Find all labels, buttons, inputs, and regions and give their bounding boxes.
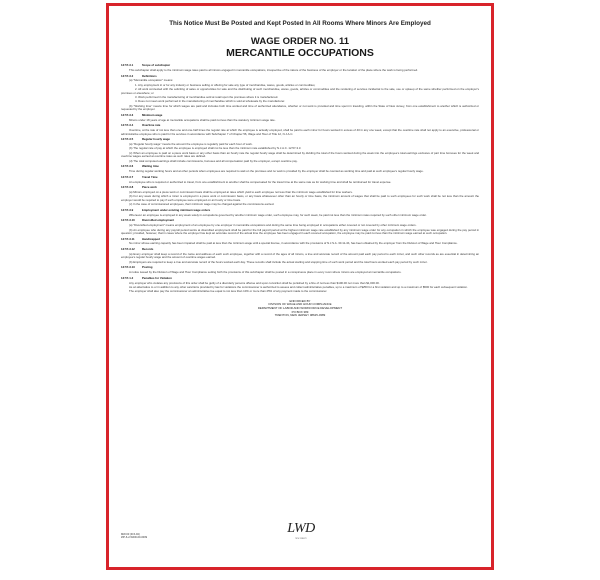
section-header — [121, 176, 479, 179]
form-code — [121, 533, 147, 539]
regulation-section — [121, 277, 479, 294]
section-heading: Scope of subchapter — [142, 63, 171, 67]
section-paragraph: (a) Minors employed on a piece work or commission basis shall be employed at rates which yield to each employee not less than the minimum wage established for time workers. — [129, 190, 353, 195]
section-paragraph: 4. Does not mean work performed in the manufacturing of merchandise which is sold at wholesale by the manufacturer. — [135, 99, 286, 104]
section-paragraph: 3. Work performed in the manufacturing of merchandise sold at retail upon the premises where it is manufactured. — [135, 94, 279, 99]
regulation-section — [121, 64, 479, 72]
section-paragraph: Minors under 18 years of age at mercantile occupations shall be paid not less than the statutory minimum wage rate. — [129, 117, 276, 122]
section-heading: Employment under existing minimum wage orders — [142, 207, 211, 212]
logo-mark: LWD — [287, 521, 315, 536]
section-number: 12:57-3.5 — [121, 137, 134, 142]
section-heading: Piece work — [142, 185, 157, 190]
form-code-line: ZIP-6-2-WDD-00-0009 — [121, 536, 148, 540]
posting-notice: This Notice Must Be Posted and Kept Posted In All Rooms Where Minors Are Employed — [169, 20, 431, 27]
regulation-section — [121, 219, 479, 235]
section-header — [121, 277, 479, 280]
agency-line: DIVISION OF WAGE AND HOUR COMPLIANCE — [268, 302, 332, 307]
section-paragraph: An employee who is required or authorized to travel, from one establishment to another shall be compensated for the travel time at the same rate as for working time and shall be reimbursed for travel expense. — [129, 179, 392, 184]
wage-order-poster — [106, 3, 494, 570]
form-code-line: MW-63 (R-5-94) — [121, 533, 140, 536]
section-header — [121, 266, 479, 269]
section-header — [121, 248, 479, 251]
page-title: MERCANTILE OCCUPATIONS — [226, 47, 374, 59]
regulation-section — [121, 124, 479, 136]
section-number: 12:57-3.10 — [121, 218, 135, 223]
section-paragraph: No minor whose earning capacity has been impaired shall be paid at less than the minimum wage until a special license, in accordance with the provisions of N.J.S.A. 34:11-4b, has been obtained by the employer from the Division of Wage and Hour Compliance. — [129, 241, 458, 246]
section-heading: Travel Time — [142, 174, 158, 179]
section-header — [121, 114, 479, 117]
regulation-section — [121, 238, 479, 246]
section-paragraph: A notice issued by the Division of Wage and Hour Compliance setting forth the provisions of this subchapter shall be posted in a conspicuous place in every room where minors are employed at mercantile occupations. — [129, 270, 402, 275]
section-paragraph: (a) "Diversified employment" means employment of an employee by one employer in mercantile occupations and during the same time being employed in occupations either covered or not covered by other minimum wage orders. — [129, 223, 417, 228]
section-paragraph: (b) For any week during which a minor is employed in a piece work or commission basis, or any basis whatsoever other than an hourly or time basis, the minimum amount of wages that shall be paid to such employees for such work shall be not less than the amount the employer would be required to pay if such employee were employed on an hourly or time basis. — [121, 194, 479, 202]
section-number: 12:57-3.4 — [121, 123, 134, 128]
lwd-logo — [286, 520, 316, 546]
section-header — [121, 165, 479, 168]
section-paragraph: (b) "Working time" means time for which wages are paid and includes both time worked and time of authorized attendance, whether or not work is provided and time spent in traveling, within the State of New Jersey, from one establishment to another which is authorized or requested by the employer. — [121, 103, 479, 112]
section-paragraph: 2. All work connected with the soliciting of sales or opportunities for sale and the distributing of such merchandise, wares, goods, articles or commodities and the rendering of services incidental to the sale, use or upkeep of the same whether performed on the employer's premises or elsewhere; or — [121, 87, 479, 95]
regulation-section — [121, 266, 479, 274]
section-paragraph: 1. Any employment in or for any industry or business selling or offering for sale any type of merchandise, wares, goods, articles or commodities; — [135, 82, 316, 87]
section-paragraph: Whenever an employee is employed in any week solely in occupations governed by another minimum wage order, such employee may, for such week, be paid not less than the minimum rates required by such other minimum wage order. — [129, 212, 427, 217]
section-paragraph: (a) "Mercantile occupation" means: — [129, 78, 174, 83]
section-heading: Overtime rate — [142, 123, 161, 128]
agency-line: PO BOX 389 — [291, 309, 309, 314]
regulation-section — [121, 114, 479, 122]
section-heading: Posting — [142, 265, 153, 270]
regulation-body — [121, 64, 479, 294]
section-number: 12:57-1.2 — [121, 275, 134, 280]
section-paragraph: Time during regular working hours and at other periods when employees are required to wait on the premises and no work is provided by the employer shall be counted as working time and paid at such employee's regular hourly wage. — [129, 169, 424, 174]
logo-subtext: NEW JERSEY — [295, 538, 307, 540]
section-number: 12:57-3.8 — [121, 185, 134, 190]
wage-order-number: WAGE ORDER NO. 11 — [250, 36, 350, 47]
section-number: 12:57-3.11 — [121, 236, 135, 241]
section-heading: Definitions — [142, 73, 157, 78]
regulation-section — [121, 176, 479, 184]
section-number: 12:57-3.2 — [121, 73, 134, 78]
enforcement-block — [121, 300, 479, 318]
section-number: 12:57-3.12 — [121, 247, 135, 251]
section-paragraph: (b) The regular rate of pay at which the employee is employed shall not be less than the minimum rate established by N.J.A.C. 12:57-3.3. — [129, 146, 302, 151]
section-heading: Penalties for Violation — [142, 275, 172, 280]
section-header — [121, 186, 479, 189]
section-paragraph: (c) When an employee is paid on a piece work basis or any other basis than an hourly rate the regular hourly wage shall be determined by dividing the total of the hours worked during the week into the employee's total earnings exclusive of part time bonuses for the week and overtime wages earned at overtime rates as such rates are defined. — [121, 150, 479, 159]
section-paragraph: As an alternative to or in addition to any other sanctions provided by law for violations the commissioner is authorized to assess and collect administrative penalties, up to a maximum of $250 for a first violation and up to a maximum of $500 for each subsequent violation. — [129, 285, 468, 290]
section-paragraph: The employer shall also pay the commissioner an administrative fee equal to not less than 10% or more than 25% of any payment made to the commissioner. — [129, 289, 328, 294]
section-heading: Handicapped — [142, 236, 160, 241]
regulation-section — [121, 209, 479, 217]
enforced-by-heading: ENFORCED BY — [289, 298, 311, 303]
agency-line: DEPARTMENT OF LABOR AND WORKFORCE DEVELOPMENT — [257, 306, 343, 311]
section-header — [121, 75, 479, 78]
regulation-section — [121, 186, 479, 207]
section-heading: Regular hourly wage — [142, 137, 170, 142]
section-heading: Diversified employment — [142, 218, 175, 223]
section-number: 12:57-3.13 — [121, 265, 135, 270]
section-heading: Waiting time — [142, 164, 159, 169]
section-paragraph: (d) The total computed earnings shall include commissions, bonuses and all compensation paid by the employer, except overtime pay. — [129, 158, 298, 163]
section-paragraph: Overtime, at the rate of not less than one and one-half times the regular rate at which the employee is actually employed, shall be paid to each minor for hours worked in excess of 40 in any one week, except that the overtime rate shall not apply to an executive, professional or administrative employee who is paid for his services in accordance with Subchapter 7 of Chapter 56, Wage and Hour of Title 12, N.J.A.C. — [121, 128, 479, 136]
section-paragraph: (a) "Regular hourly wage" means the amount the employee is regularly paid for each hour of work. — [129, 142, 253, 147]
section-number: 12:57-3.1 — [121, 63, 134, 67]
section-number: 12:57-3.3 — [121, 112, 134, 117]
section-number: 12:57-3.6 — [121, 164, 134, 169]
agency-line: TRENTON, NEW JERSEY 08625-0389 — [274, 313, 326, 318]
regulation-section — [121, 248, 479, 264]
regulation-section — [121, 75, 479, 112]
section-header — [121, 219, 479, 222]
section-paragraph: (c) In the case of commissioned employees, their minimum wage may be charged against the commissions earned. — [129, 202, 275, 207]
section-header — [121, 238, 479, 241]
section-paragraph: Any employer who violates any provisions of this order shall be guilty of a disorderly persons offense and upon conviction shall be punished by a fine of not less than $100.00 nor more than $1,000.00. — [129, 280, 380, 285]
section-heading: Records — [142, 247, 154, 251]
section-header — [121, 138, 479, 141]
section-number: 12:57-3.7 — [121, 174, 134, 179]
section-heading: Minimum wage — [142, 112, 163, 117]
section-header — [121, 124, 479, 127]
regulation-section — [121, 165, 479, 173]
section-number: 12:57-3.9 — [121, 207, 134, 212]
regulation-section — [121, 138, 479, 163]
section-paragraph: (a) Every employer shall keep a record of the name and address of each such employee, together with a record of the ages of all minors, a true and accurate record of the amount paid each pay period to each minor, and such other records as are essential in determining an employee's regular hourly wage and the amount of overtime wages earned. — [121, 251, 479, 260]
section-header — [121, 209, 479, 212]
section-paragraph: (b) Employers are required to keep a true and accurate record of the hours worked each day. These records shall include the actual starting and stopping time of such work period and the total hours worked each pay period by such minor. — [129, 259, 428, 264]
section-paragraph: This subchapter shall apply to the minimum wage rates paid to all minors engaged in mercantile occupations, irrespective of the nature of the business of the employer or the location of the place where the work is being performed. — [129, 67, 418, 72]
section-paragraph: (b) An employee who during any payroll period works at diversified employment shall be paid for the full payroll period at the highest minimum wage rate established by any minimum wage order for any occupation in which the employee was engaged during the pay period in question; provided, however, that in cases where the employer has kept an accurate record of the actual time the employee has been engaged in each covered occupation, the employee may be paid not less than the minimum wage earned at such occupation. — [121, 227, 479, 235]
section-header — [121, 64, 479, 67]
